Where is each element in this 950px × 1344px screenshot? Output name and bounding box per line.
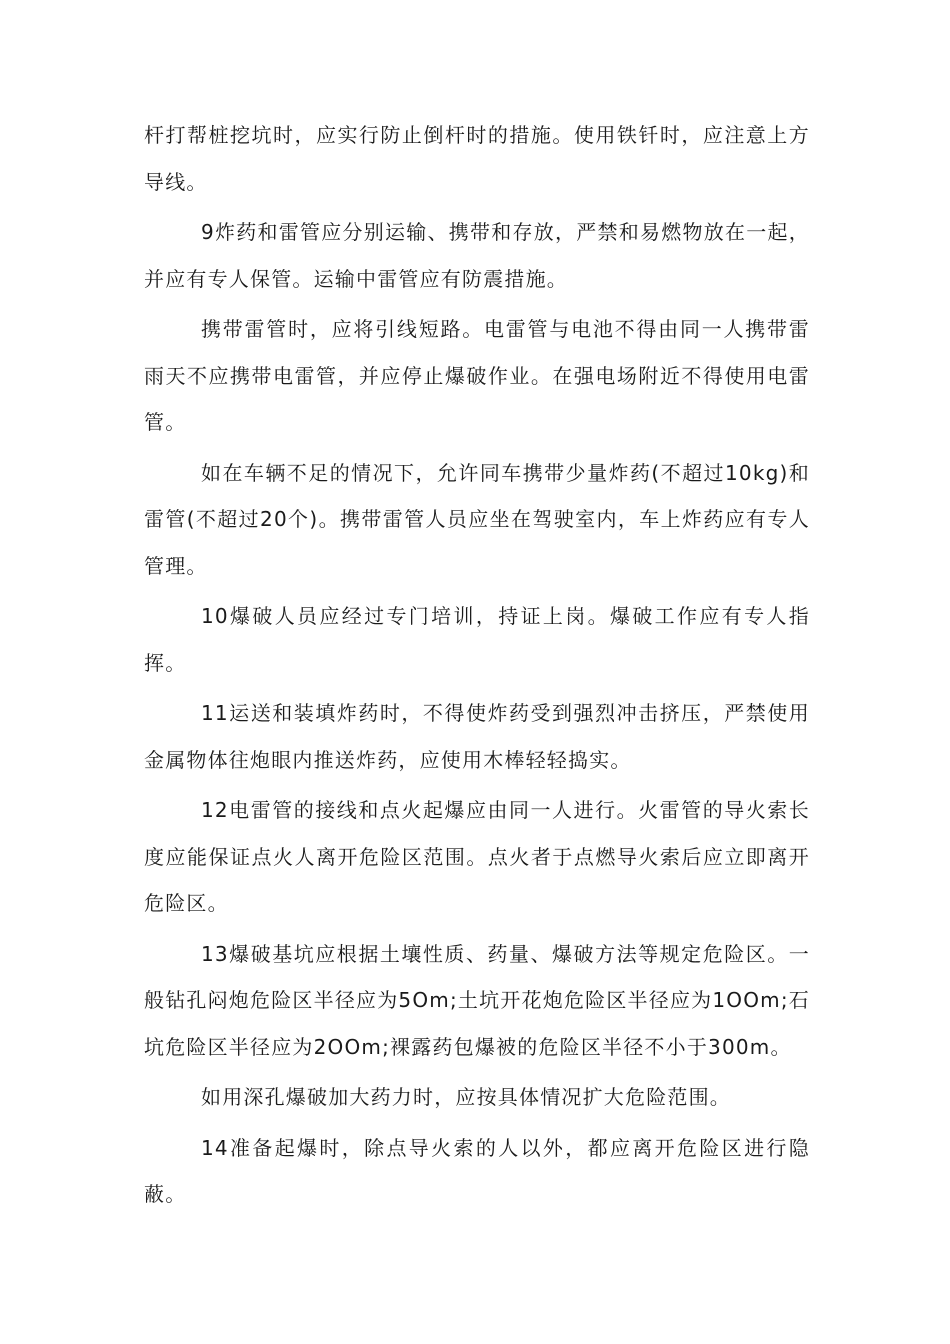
paragraph-1: 杆打帮桩挖坑时，应实行防止倒杆时的措施。使用铁钎时，应注意上方导线。 (144, 123, 810, 194)
paragraph-6: 11运送和装填炸药时，不得使炸药受到强烈冲击挤压，严禁使用金属物体往炮眼内推送炸药，应使用木棒轻轻捣实。 (144, 701, 810, 772)
paragraph-2: 9炸药和雷管应分别运输、携带和存放，严禁和易燃物放在一起，并应有专人保管。运输中雷管应有防震措施。 (144, 220, 810, 291)
paragraph-9: 如用深孔爆破加大药力时，应按具体情况扩大危险范围。 (201, 1085, 731, 1109)
paragraph-3: 携带雷管时，应将引线短路。电雷管与电池不得由同一人携带雷雨天不应携带电雷管，并应停止爆破作业。在强电场附近不得使用电雷管。 (144, 317, 810, 434)
paragraph-10: 14准备起爆时，除点导火索的人以外，都应离开危险区进行隐蔽。 (144, 1135, 810, 1206)
document-body (144, 112, 810, 1218)
paragraph-7: 12电雷管的接线和点火起爆应由同一人进行。火雷管的导火索长度应能保证点火人离开危险区范围。点火者于点燃导火索后应立即离开危险区。 (144, 798, 810, 915)
paragraph-8: 13爆破基坑应根据土壤性质、药量、爆破方法等规定危险区。一般钻孔闷炮危险区半径应为5Om;土坑开花炮危险区半径应为1OOm;石坑危险区半径应为2OOm;裸露药包爆被的危险区半径不小于300m。 (144, 941, 810, 1059)
paragraph-5: 10爆破人员应经过专门培训，持证上岗。爆破工作应有专人指挥。 (144, 604, 810, 675)
paragraph-4: 如在车辆不足的情况下，允许同车携带少量炸药(不超过10kg)和雷管(不超过20个)。携带雷管人员应坐在驾驶室内，车上炸药应有专人管理。 (144, 460, 810, 578)
